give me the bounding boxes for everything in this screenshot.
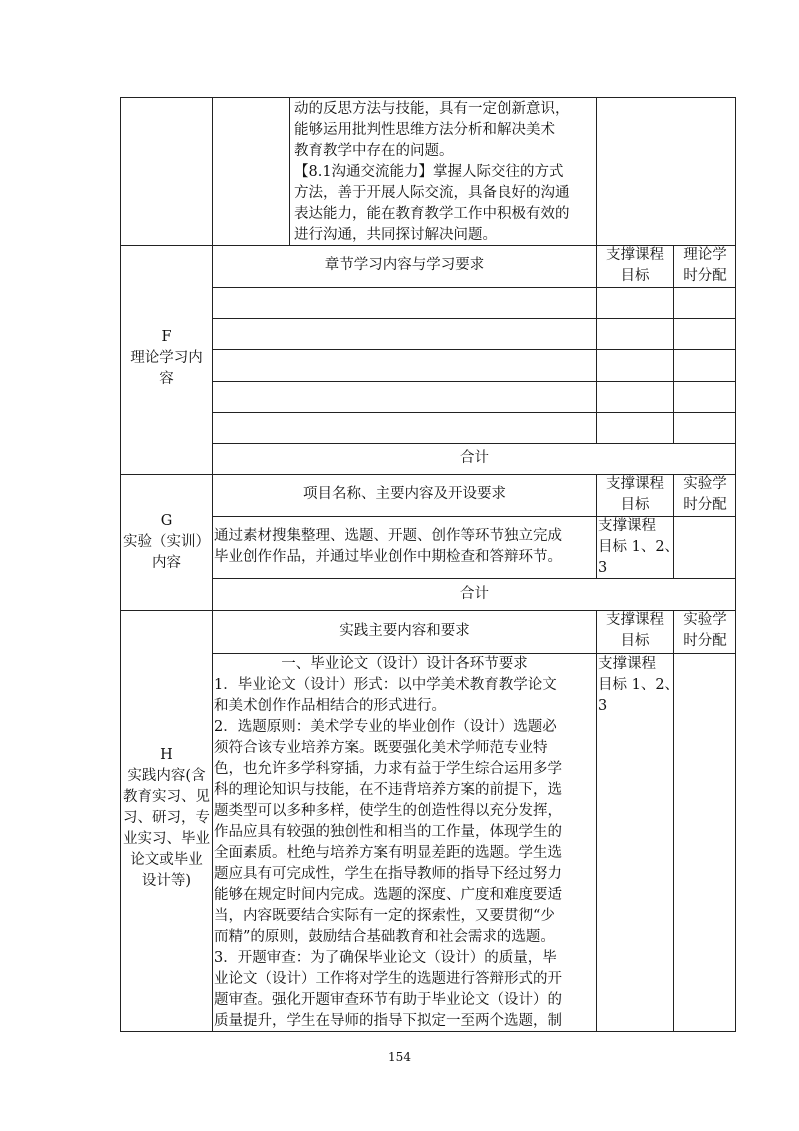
section-h-title: 设计等) — [141, 873, 192, 889]
section-g-support-line: 支撑课程 — [598, 518, 656, 534]
section-f-col3-header: 理论学 — [683, 247, 727, 263]
divider — [212, 97, 213, 1032]
divider — [212, 443, 736, 444]
section-h-content-line: 题类型可以多种多样，使学生的创造性得以充分发挥， — [214, 803, 562, 819]
section-h-col3-header: 实验学 — [683, 612, 727, 628]
section-h-content-line: 题审查。强化开题审查环节有助于毕业论文（设计）的 — [214, 992, 562, 1008]
intro-line: 进行沟通，共同探讨解决问题。 — [294, 227, 497, 243]
section-h-col2-header: 目标 — [620, 633, 650, 649]
section-h-content-line: 色，也允许多学科穿插，力求有益于学生综合运用多学 — [214, 761, 562, 777]
section-h-content-line: 当，内容既要结合实际有一定的探索性，又要贯彻“少 — [214, 908, 555, 924]
divider — [673, 610, 674, 1032]
section-g-total: 合计 — [460, 586, 489, 602]
section-h-content-line: 2．选题原则：美术学专业的毕业创作（设计）选题必 — [214, 719, 557, 735]
section-h-title: 论文或毕业 — [130, 852, 203, 868]
section-h-content-line: 而精”的原则，鼓励结合基础教育和社会需求的选题。 — [214, 929, 555, 945]
section-h-support-line: 支撑课程 — [598, 656, 656, 672]
section-h-content-line: 题应具有可完成性，学生在指导教师的指导下经过努力 — [214, 866, 562, 882]
section-h-content-line: 1．毕业论文（设计）形式：以中学美术教育教学论文 — [214, 677, 557, 693]
section-h-letter: H — [160, 747, 173, 763]
section-f-title: 容 — [159, 371, 174, 387]
divider — [212, 412, 736, 413]
section-g-col3-header: 实验学 — [683, 476, 727, 492]
divider — [212, 318, 736, 319]
section-g-header: 项目名称、主要内容及开设要求 — [303, 486, 506, 502]
section-h-support-line: 目标 1、2、 — [598, 677, 680, 693]
section-f-letter: F — [161, 329, 172, 345]
intro-line: 【8.1沟通交流能力】掌握人际交往的方式 — [294, 164, 564, 180]
section-h-content-line: 能够在规定时间内完成。选题的深度、广度和难度要适 — [214, 887, 562, 903]
section-g-col3-header: 时分配 — [683, 497, 727, 513]
section-f-title: 理论学习内 — [130, 350, 203, 366]
section-h-content-line: 质量提升，学生在导师的指导下拟定一至两个选题，制 — [214, 1013, 562, 1029]
section-f-total: 合计 — [460, 450, 489, 466]
section-g-col2-header: 支撑课程 — [606, 476, 664, 492]
divider — [212, 381, 736, 382]
intro-line: 教育教学中存在的问题。 — [294, 143, 454, 159]
section-f-col3-header: 时分配 — [683, 268, 727, 284]
section-h-title: 习、研习，专 — [123, 810, 210, 826]
section-h-title: 实践内容(含 — [127, 768, 206, 784]
divider — [289, 97, 290, 245]
section-g-col2-header: 目标 — [620, 497, 650, 513]
section-h-content-line: 科的理论知识与技能，在不违背培养方案的前提下，选 — [214, 782, 562, 798]
intro-line: 能够运用批判性思维方法分析和解决美术 — [294, 122, 555, 138]
section-h-content-line: 业论文（设计）工作将对学生的选题进行答辩形式的开 — [214, 971, 562, 987]
section-g-content-line: 毕业创作作品，并通过毕业创作中期检查和答辩环节。 — [214, 549, 562, 565]
section-h-content-line: 和美术创作作品相结合的形式进行。 — [214, 698, 446, 714]
section-g-letter: G — [160, 513, 173, 529]
section-h-col2-header: 支撑课程 — [606, 612, 664, 628]
section-h-content-heading: 一、毕业论文（设计）设计各环节要求 — [281, 656, 528, 672]
section-g-support-line: 3 — [598, 560, 608, 576]
section-h-content-line: 3．开题审查：为了确保毕业论文（设计）的质量，毕 — [214, 950, 557, 966]
divider — [596, 610, 597, 1032]
intro-line: 表达能力，能在教育教学工作中积极有效的 — [294, 206, 570, 222]
intro-line: 动的反思方法与技能，具有一定创新意识， — [294, 101, 570, 117]
section-f-col2-header: 目标 — [620, 268, 650, 284]
divider — [212, 349, 736, 350]
section-h-content-line: 全面素质。杜绝与培养方案有明显差距的选题。学生选 — [214, 845, 562, 861]
page-number: 154 — [388, 1050, 411, 1064]
section-f-header: 章节学习内容与学习要求 — [324, 257, 485, 273]
section-h-content-line: 须符合该专业培养方案。既要强化美术学师范专业特 — [214, 740, 548, 756]
section-h-header: 实践主要内容和要求 — [339, 623, 470, 639]
divider — [212, 578, 736, 579]
section-h-content-line: 作品应具有较强的独创性和相当的工作量，体现学生的 — [214, 824, 562, 840]
section-g-title: 实验（实训） — [123, 534, 210, 550]
section-g-content-line: 通过素材搜集整理、选题、开题、创作等环节独立完成 — [214, 528, 562, 544]
section-h-col3-header: 时分配 — [683, 633, 727, 649]
intro-line: 方法，善于开展人际交流，具备良好的沟通 — [294, 185, 570, 201]
section-h-support-line: 3 — [598, 698, 608, 714]
section-h-title: 业实习、毕业 — [123, 831, 210, 847]
divider — [596, 97, 597, 245]
section-h-title: 教育实习、见 — [123, 789, 210, 805]
section-f-col2-header: 支撑课程 — [606, 247, 664, 263]
section-g-title: 内容 — [152, 555, 181, 571]
section-g-support-line: 目标 1、2、 — [598, 539, 680, 555]
